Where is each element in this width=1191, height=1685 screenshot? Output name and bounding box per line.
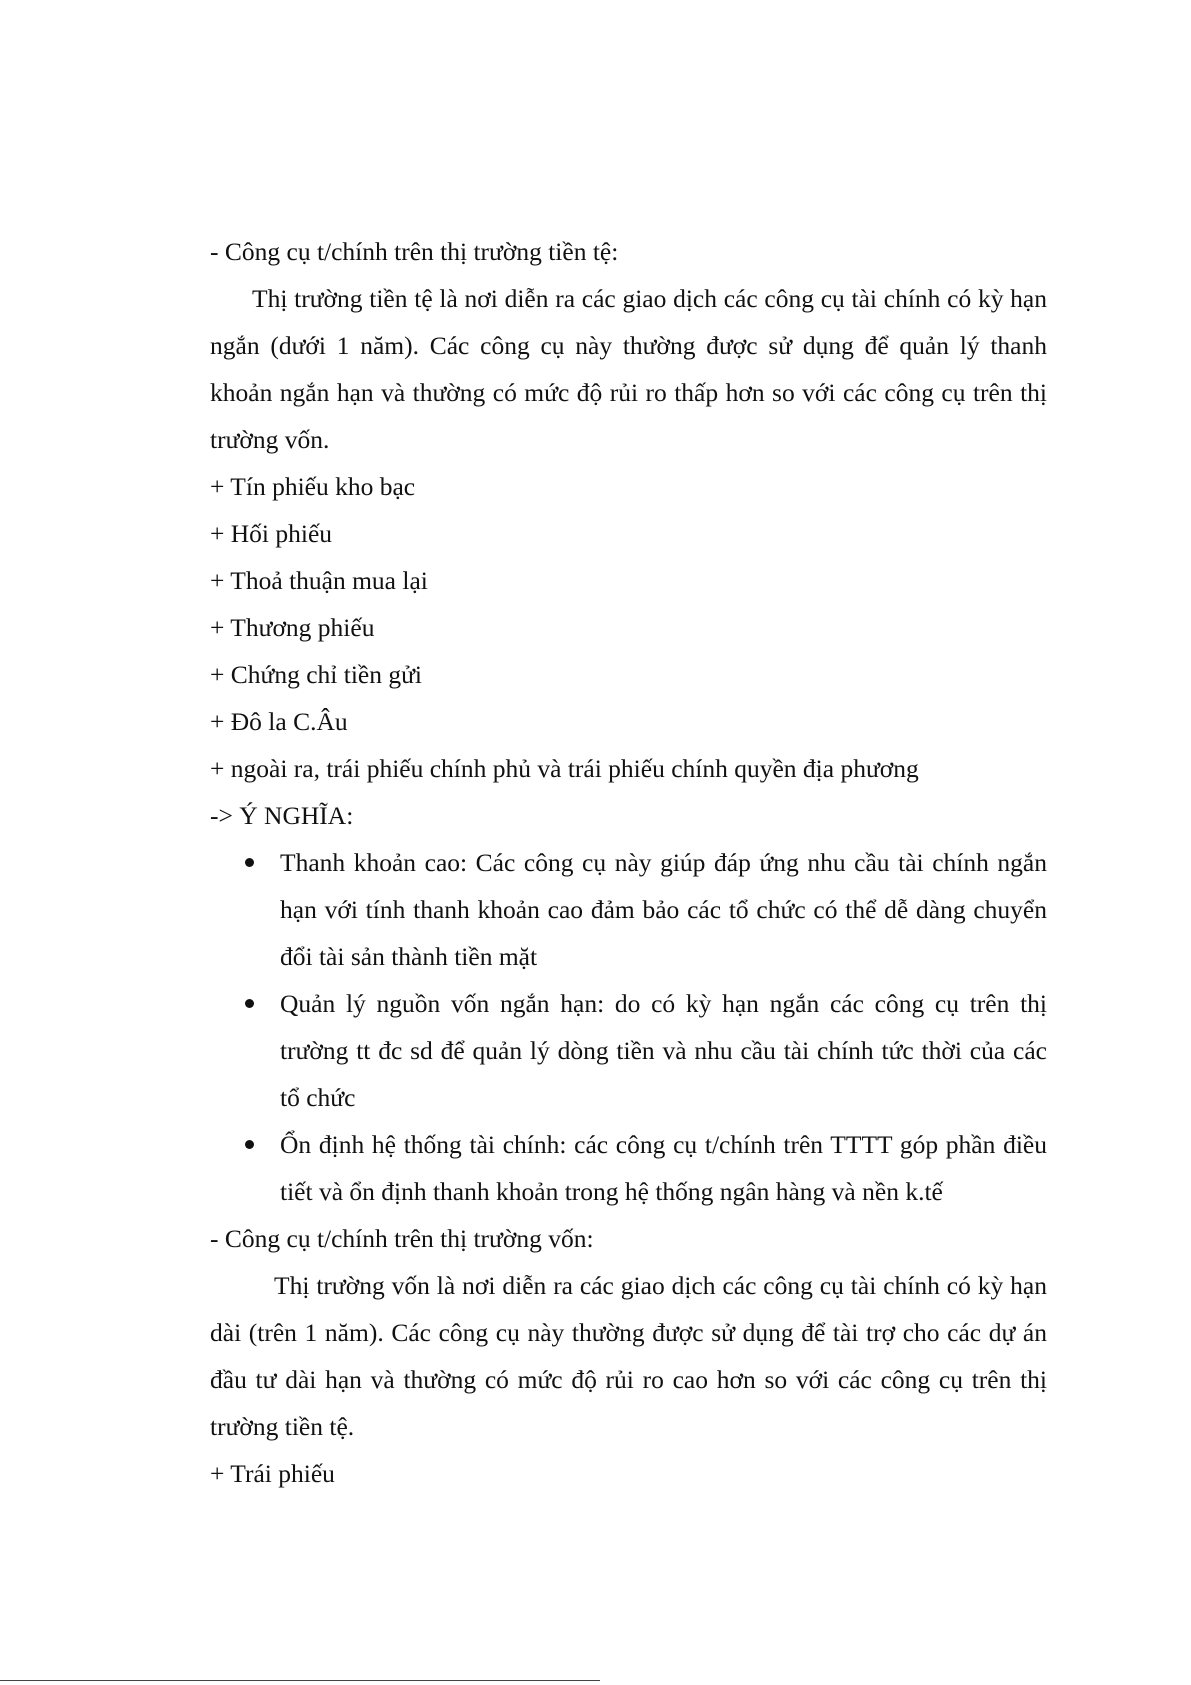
bullet-text: Quản lý nguồn vốn ngắn hạn: do có kỳ hạn ngắn các công cụ trên thị trường tt đc sd để quản lý dòng tiền và nhu cầu tài chính tức thời của các tổ chức [280, 989, 1047, 1112]
section-heading-capital-market: - Công cụ t/chính trên thị trường vốn: [210, 1224, 594, 1253]
paragraph-money-market: Thị trường tiền tệ là nơi diễn ra các giao dịch các công cụ tài chính có kỳ hạn ngắn (dưới 1 năm). Các công cụ này thường được sử dụng để quản lý thanh khoản ngắn hạn và thường có mức độ rủi ro thấp hơn so với các công cụ trên thị trường vốn. [210, 284, 1047, 454]
bullet-icon [245, 1140, 254, 1149]
list-item: + Thoả thuận mua lại [210, 566, 428, 595]
section-heading-money-market: - Công cụ t/chính trên thị trường tiền tệ: [210, 237, 619, 266]
bullet-text: Ổn định hệ thống tài chính: các công cụ t/chính trên TTTT góp phần điều tiết và ổn định thanh khoản trong hệ thống ngân hàng và nền k.tế [280, 1130, 1047, 1206]
bullet-item [210, 839, 1047, 980]
list-item: + Đô la C.Âu [210, 707, 348, 736]
list-item: + Chứng chỉ tiền gửi [210, 660, 423, 689]
meaning-heading: -> Ý NGHĨA: [210, 801, 354, 830]
bullet-icon [245, 999, 254, 1008]
bullet-icon [245, 858, 254, 867]
bullet-item [210, 980, 1047, 1121]
list-item: + ngoài ra, trái phiếu chính phủ và trái phiếu chính quyền địa phương [210, 754, 919, 783]
list-item: + Trái phiếu [210, 1459, 335, 1488]
meaning-bullet-list [210, 839, 1047, 1215]
list-item: + Tín phiếu kho bạc [210, 472, 416, 501]
paragraph-capital-market: Thị trường vốn là nơi diễn ra các giao dịch các công cụ tài chính có kỳ hạn dài (trên 1 năm). Các công cụ này thường được sử dụng để tài trợ cho các dự án đầu tư dài hạn và thường có mức độ rủi ro cao hơn so với các công cụ trên thị trường tiền tệ. [210, 1271, 1047, 1441]
document-body [210, 228, 1047, 1497]
list-item: + Hối phiếu [210, 519, 333, 548]
list-item: + Thương phiếu [210, 613, 375, 642]
footer-divider [0, 1680, 600, 1681]
bullet-text: Thanh khoản cao: Các công cụ này giúp đáp ứng nhu cầu tài chính ngắn hạn với tính thanh khoản cao đảm bảo các tổ chức có thể dễ dàng chuyển đổi tài sản thành tiền mặt [280, 848, 1047, 971]
bullet-item [210, 1121, 1047, 1215]
